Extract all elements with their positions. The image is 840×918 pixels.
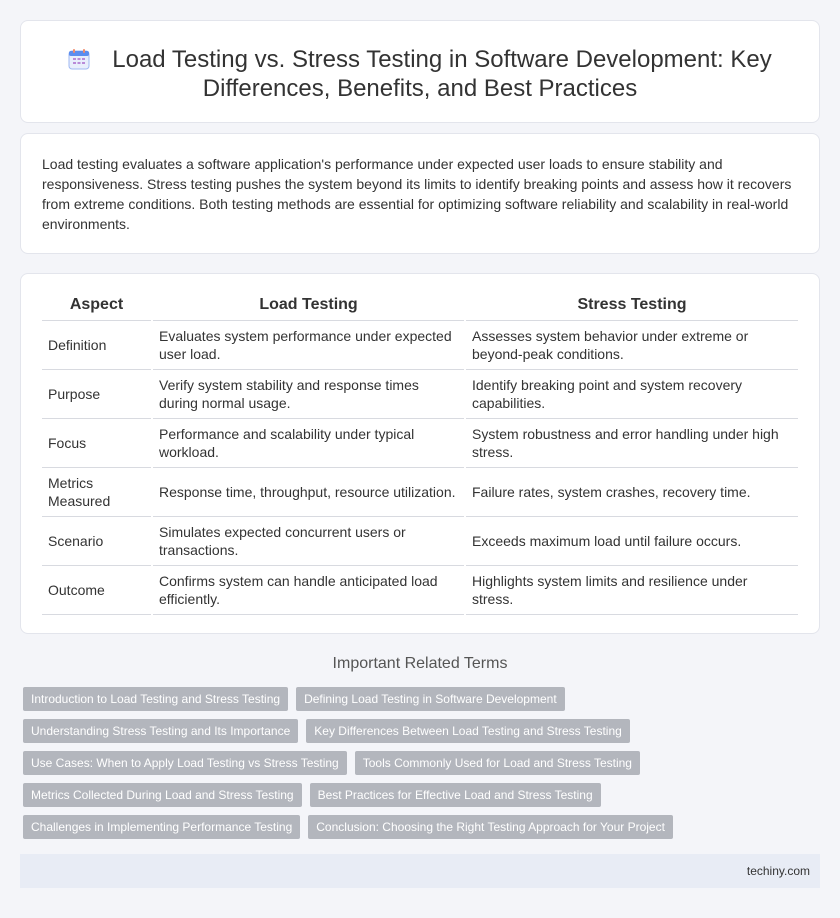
page-title: Load Testing vs. Stress Testing in Software Development: Key Differences, Benefits, and Best Practices (112, 46, 772, 102)
related-terms-list (23, 687, 813, 839)
cell-load-testing: Confirms system can handle anticipated load efficiently. (152, 565, 465, 614)
comparison-card (20, 273, 820, 634)
page-title-wrap (21, 45, 819, 103)
table-row (42, 467, 798, 516)
related-term-tag[interactable]: Metrics Collected During Load and Stress Testing (23, 783, 302, 807)
header-card (20, 20, 820, 123)
header-load-testing: Load Testing (152, 296, 465, 320)
table-row (42, 418, 798, 467)
cell-stress-testing: Exceeds maximum load until failure occurs. (465, 516, 798, 565)
cell-load-testing: Evaluates system performance under expected user load. (152, 320, 465, 369)
cell-load-testing: Simulates expected concurrent users or transactions. (152, 516, 465, 565)
related-term-tag[interactable]: Understanding Stress Testing and Its Importance (23, 719, 298, 743)
cell-aspect: Scenario (42, 516, 152, 565)
cell-aspect: Focus (42, 418, 152, 467)
comparison-table (42, 296, 798, 615)
related-terms-heading: Important Related Terms (332, 655, 508, 672)
table-row (42, 369, 798, 418)
footer-site[interactable]: techiny.com (746, 864, 810, 878)
cell-aspect: Metrics Measured (42, 467, 152, 516)
cell-load-testing: Performance and scalability under typical workload. (152, 418, 465, 467)
cell-load-testing: Response time, throughput, resource utilization. (152, 467, 465, 516)
cell-load-testing: Verify system stability and response times during normal usage. (152, 369, 465, 418)
cell-stress-testing: System robustness and error handling under high stress. (465, 418, 798, 467)
related-term-tag[interactable]: Key Differences Between Load Testing and Stress Testing (306, 719, 630, 743)
related-term-tag[interactable]: Challenges in Implementing Performance Testing (23, 815, 300, 839)
table-row (42, 565, 798, 614)
related-term-tag[interactable]: Defining Load Testing in Software Development (296, 687, 565, 711)
related-term-tag[interactable]: Best Practices for Effective Load and Stress Testing (310, 783, 601, 807)
cell-aspect: Definition (42, 320, 152, 369)
footer (20, 854, 820, 888)
intro-paragraph: Load testing evaluates a software application's performance under expected user loads to ensure stability and responsiveness. Stress testing pushes the system beyond its limits to identify breaking points and assess how it recovers from extreme conditions. Both testing methods are essential for optimizing software reliability and scalability in real-world environments. (42, 156, 792, 232)
table-row (42, 320, 798, 369)
cell-aspect: Purpose (42, 369, 152, 418)
cell-stress-testing: Highlights system limits and resilience under stress. (465, 565, 798, 614)
calendar-icon (68, 48, 90, 70)
cell-aspect: Outcome (42, 565, 152, 614)
cell-stress-testing: Identify breaking point and system recovery capabilities. (465, 369, 798, 418)
related-term-tag[interactable]: Use Cases: When to Apply Load Testing vs Stress Testing (23, 751, 347, 775)
intro-card (20, 133, 820, 254)
table-header-row (42, 296, 798, 320)
related-term-tag[interactable]: Tools Commonly Used for Load and Stress Testing (355, 751, 640, 775)
cell-stress-testing: Assesses system behavior under extreme or beyond-peak conditions. (465, 320, 798, 369)
header-aspect: Aspect (42, 296, 152, 320)
header-stress-testing: Stress Testing (465, 296, 798, 320)
cell-stress-testing: Failure rates, system crashes, recovery time. (465, 467, 798, 516)
table-row (42, 516, 798, 565)
related-term-tag[interactable]: Conclusion: Choosing the Right Testing Approach for Your Project (308, 815, 673, 839)
related-term-tag[interactable]: Introduction to Load Testing and Stress Testing (23, 687, 288, 711)
